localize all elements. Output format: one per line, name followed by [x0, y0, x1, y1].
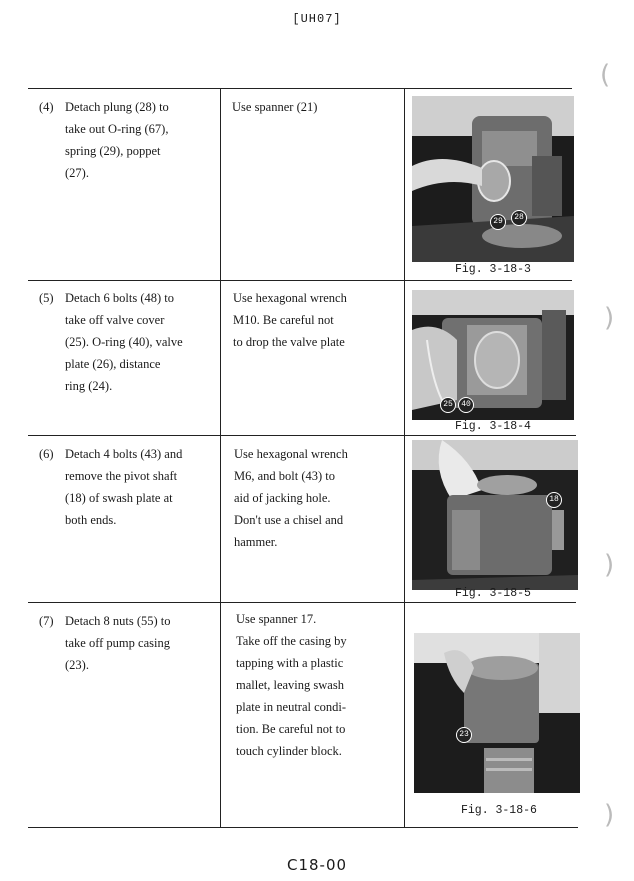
step-line: plate (26), distance: [65, 357, 161, 371]
note-line: M6, and bolt (43) to: [234, 469, 336, 483]
note-line: Use spanner (21): [232, 100, 318, 114]
table-bottom-rule: [28, 827, 578, 828]
figure-caption: 40: [458, 397, 474, 413]
step-line: (27).: [65, 166, 89, 180]
note-line: Don't use a chisel and: [234, 513, 344, 527]
figure-photo: [412, 290, 574, 420]
column-divider: [404, 88, 405, 827]
step-line: (18) of swash plate at: [65, 491, 173, 505]
column-divider: [220, 88, 221, 827]
note-line: aid of jacking hole.: [234, 491, 331, 505]
step-line: both ends.: [65, 513, 117, 527]
step-6-note: [234, 443, 348, 553]
step-number: (5): [39, 291, 54, 305]
figure-caption: 23: [456, 727, 472, 743]
note-line: Use spanner 17.: [236, 612, 317, 626]
figure-caption: 25: [440, 397, 456, 413]
step-line: take off valve cover: [65, 313, 165, 327]
figure-photo: [412, 96, 574, 262]
note-line: Use hexagonal wrench: [233, 291, 347, 305]
step-7-note: [236, 608, 347, 762]
note-line: Use hexagonal wrench: [234, 447, 348, 461]
page-header: [UH07]: [292, 12, 342, 26]
note-line: plate in neutral condi-: [236, 700, 347, 714]
step-line: Detach 6 bolts (48) to: [65, 291, 175, 305]
step-line: Detach plung (28) to: [65, 100, 169, 114]
step-line: spring (29), poppet: [65, 144, 161, 158]
step-5-note: [233, 287, 347, 353]
figure-photo: [412, 440, 578, 590]
row-divider: [28, 435, 576, 436]
figure-caption: 28: [511, 210, 527, 226]
row-divider: [28, 602, 576, 603]
step-line: remove the pivot shaft: [65, 469, 178, 483]
note-line: hammer.: [234, 535, 278, 549]
binder-hole-mark: ): [604, 303, 615, 333]
binder-hole-mark: ): [604, 550, 615, 580]
step-line: Detach 8 nuts (55) to: [65, 614, 171, 628]
figure-caption: Fig. 3-18-4: [455, 420, 531, 433]
step-line: ring (24).: [65, 379, 113, 393]
note-line: touch cylinder block.: [236, 744, 342, 758]
figure-photo: [414, 633, 580, 793]
note-line: tion. Be careful not to: [236, 722, 346, 736]
row-divider: [28, 280, 572, 281]
step-number: (7): [39, 614, 54, 628]
figure-caption: 18: [546, 492, 562, 508]
figure-caption: Fig. 3-18-3: [455, 263, 531, 276]
step-number: (6): [39, 447, 54, 461]
note-line: Take off the casing by: [236, 634, 347, 648]
note-line: tapping with a plastic: [236, 656, 344, 670]
binder-hole-mark: ): [604, 800, 615, 830]
note-line: mallet, leaving swash: [236, 678, 344, 692]
step-line: Detach 4 bolts (43) and: [65, 447, 183, 461]
note-line: to drop the valve plate: [233, 335, 345, 349]
note-line: M10. Be careful not: [233, 313, 334, 327]
step-number: (4): [39, 100, 54, 114]
binder-hole-mark: (: [600, 60, 611, 90]
table-top-rule: [28, 88, 572, 89]
figure-caption: Fig. 3-18-6: [461, 804, 537, 817]
figure-caption: 29: [490, 214, 506, 230]
step-line: (23).: [65, 658, 89, 672]
step-line: (25). O-ring (40), valve: [65, 335, 183, 349]
step-4-note: [232, 96, 317, 118]
figure-caption: Fig. 3-18-5: [455, 587, 531, 600]
page-footer: C18-00: [286, 856, 348, 874]
step-line: take out O-ring (67),: [65, 122, 169, 136]
step-line: take off pump casing: [65, 636, 170, 650]
